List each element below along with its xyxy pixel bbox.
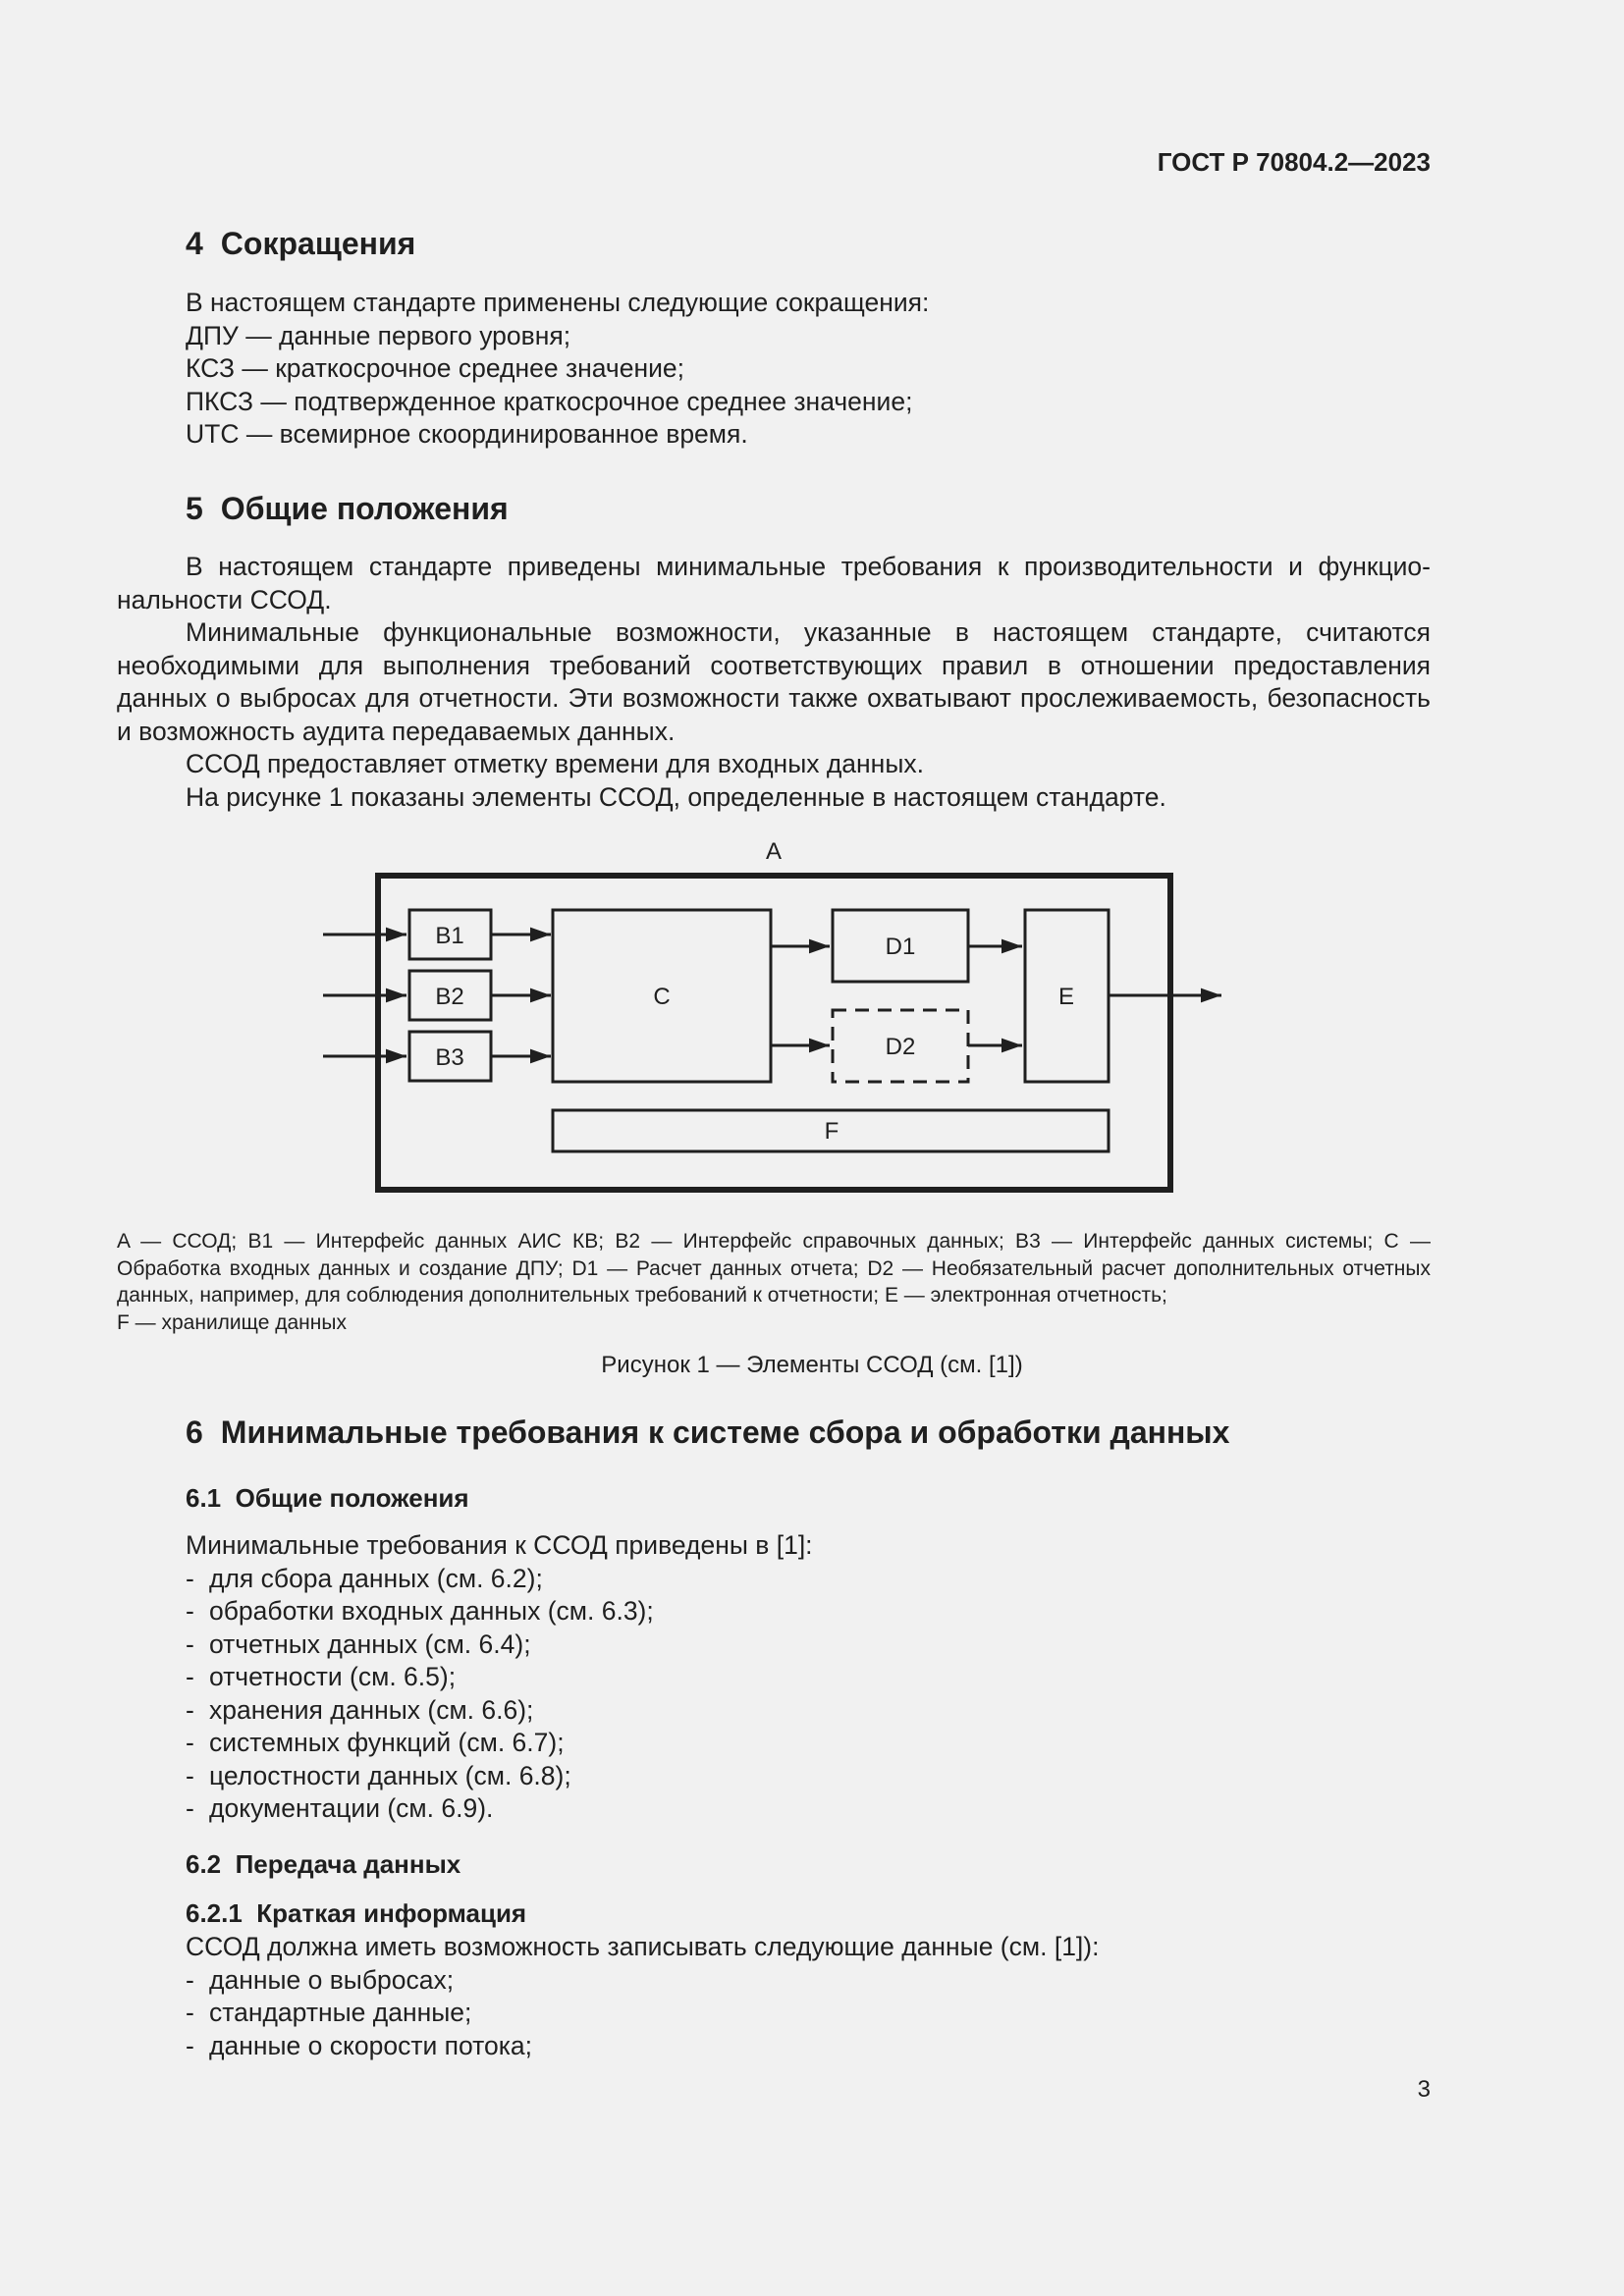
label-f: F	[824, 1118, 839, 1145]
section-6-2-1-heading: 6.2.1 Краткая информация	[186, 1898, 527, 1928]
list-item: - для сбора данных (см. 6.2);	[186, 1563, 543, 1593]
label-c: C	[653, 984, 671, 1010]
section-4-body	[186, 287, 929, 452]
list-item: - системных функций (см. 6.7);	[186, 1728, 565, 1757]
section-6-2-1-body	[186, 1931, 1099, 2062]
section-5-heading: 5 Общие положения	[186, 491, 509, 526]
paragraph: В настоящем стандарте приведены минимальные требования к производительности и функцио-нальности ССОД.	[117, 552, 1431, 614]
legend-text: A — ССОД; B1 — Интерфейс данных АИС КВ; B2 — Интерфейс справочных данных; B3 — Интерфейс данных системы; C — Обработка входных данных и создание ДПУ; D1 — Расчет данных отчета; D2 — Необязательный расчет дополнительных отчетных данных, например, для соблюдения дополнительных требований к отчетности; E — электронная отчетность;	[117, 1230, 1431, 1307]
list-item: - документации (см. 6.9).	[186, 1793, 494, 1823]
section-5-body-2	[117, 616, 1431, 814]
section-6-1-body	[186, 1529, 813, 1826]
paragraph: ССОД предоставляет отметку времени для входных данных.	[186, 749, 924, 778]
list-intro: Минимальные требования к ССОД приведены в [1]:	[186, 1530, 813, 1560]
abbrev-intro: В настоящем стандарте применены следующие сокращения:	[186, 288, 930, 317]
list-item: - данные о выбросах;	[186, 1964, 455, 1995]
figure-1-legend	[117, 1228, 1431, 1336]
abbrev-item: ДПУ — данные первого уровня;	[186, 320, 571, 350]
document-designation: ГОСТ Р 70804.2—2023	[1157, 147, 1431, 177]
abbrev-item: ПКСЗ — подтвержденное краткосрочное среднее значение;	[186, 386, 913, 416]
box-a-ssod	[378, 876, 1170, 1190]
figure-1-caption: Рисунок 1 — Элементы ССОД (см. [1])	[601, 1352, 1023, 1378]
section-6-heading: 6 Минимальные требования к системе сбора и обработки данных	[186, 1415, 1230, 1450]
label-d2: D2	[885, 1034, 916, 1060]
label-d1: D1	[885, 934, 916, 960]
list-item: - отчетных данных (см. 6.4);	[186, 1629, 531, 1659]
label-a: A	[765, 838, 783, 865]
list-item: - хранения данных (см. 6.6);	[186, 1694, 534, 1725]
paragraph: На рисунке 1 показаны элементы ССОД, определенные в настоящем стандарте.	[186, 781, 1166, 812]
list-item: - обработки входных данных (см. 6.3);	[186, 1596, 654, 1626]
legend-text-last: F — хранилище данных	[117, 1310, 347, 1334]
label-b3: B3	[435, 1044, 464, 1071]
section-5-body	[117, 551, 1431, 616]
list-item: - целостности данных (см. 6.8);	[186, 1760, 571, 1790]
list-item: - отчетности (см. 6.5);	[186, 1662, 457, 1691]
figure-1-diagram	[0, 825, 1624, 1217]
section-4-heading: 4 Сокращения	[186, 226, 416, 261]
section-6-1-heading: 6.1 Общие положения	[186, 1483, 469, 1513]
page-number: 3	[1417, 2076, 1431, 2103]
label-e: E	[1057, 984, 1075, 1010]
list-intro: ССОД должна иметь возможность записывать следующие данные (см. [1]):	[186, 1932, 1100, 1961]
list-item: - стандартные данные;	[186, 1998, 472, 2027]
label-b1: B1	[435, 923, 464, 949]
label-b2: B2	[435, 984, 464, 1010]
abbrev-item: UTC — всемирное скоординированное время.	[186, 419, 748, 449]
abbrev-item: КСЗ — краткосрочное среднее значение;	[186, 353, 684, 383]
paragraph: Минимальные функциональные возможности, указанные в настоящем стандарте, считаются необходимыми для выполнения требований соответствующих правил в отношении предоставления данных о выбросах для отчетности. Эти возможности также охватывают прослеживаемость, безопасность и возможность аудита передаваемых данных.	[117, 617, 1431, 746]
section-6-2-heading: 6.2 Передача данных	[186, 1849, 461, 1879]
list-item: - данные о скорости потока;	[186, 2030, 532, 2060]
